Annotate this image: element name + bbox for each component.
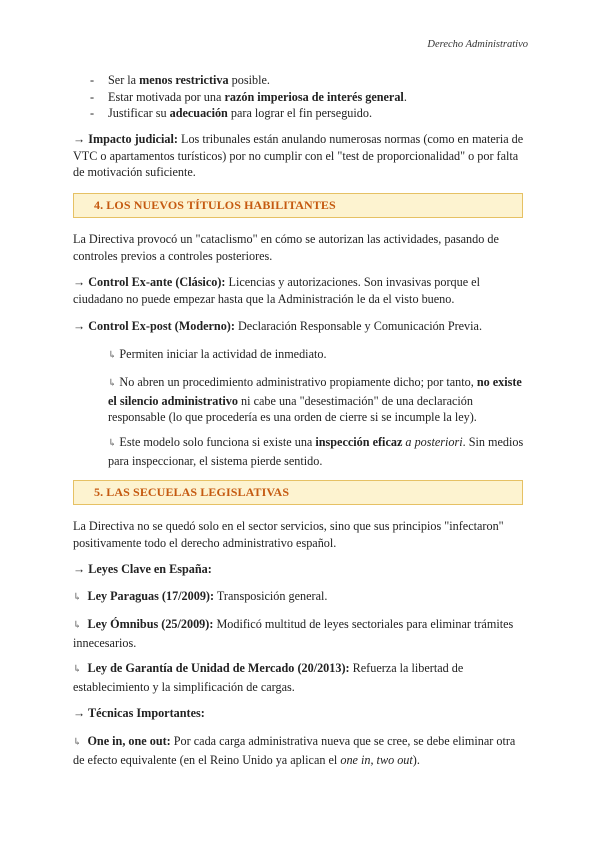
ex-post-point-1: ↳ Permiten iniciar la actividad de inmediato. [108,347,327,361]
sub-arrow-icon: ↳ [108,378,117,389]
tecnicas-heading: → Técnicas Importantes: [73,706,205,720]
control-ex-ante-paragraph: → Control Ex-ante (Clásico): Licencias y autorizaciones. Son invasivas porque el ciudadano no puede empezar hasta que la Administración le da el visto bueno. [73,275,480,306]
ley-paraguas-item: ↳ Ley Paraguas (17/2009): Transposición general. [73,589,328,603]
dash-bullet: - [90,106,95,120]
dash-bullet: - [90,89,95,104]
impacto-judicial-paragraph: → Impacto judicial: Los tribunales están anulando numerosas normas (como en materia de VTC o apartamentos turísticos) por no cumplir con el "test de proporcionalidad" o por falta de motivación suficiente. [73,132,524,179]
list-item: - Ser la menos restrictiva posible. [90,73,270,87]
requirements-list [90,72,530,122]
ex-post-point-2: ↳ No abren un procedimiento administrativo propiamente dicho; por tanto, no existe el silencio administrativo ni cabe una "desestimación" de una declaración responsable (lo que procedería es una orden de cierre si se incumple la ley). [108,375,522,424]
one-in-one-out-item: ↳ One in, one out: Por cada carga administrativa nueva que se cree, se debe eliminar otra de efecto equivalente (en el Reino Unido ya aplican el one in, two out). [73,734,516,767]
sub-arrow-icon: ↳ [73,620,82,631]
ex-post-point-3: ↳ Este modelo solo funciona si existe una inspección eficaz a posteriori. Sin medios para inspeccionar, el sistema pierde sentido. [108,435,524,468]
page-header-title: Derecho Administrativo [427,39,528,50]
sub-arrow-icon: ↳ [73,592,82,603]
list-item: - Estar motivada por una razón imperiosa de interés general. [90,89,407,104]
sub-arrow-icon: ↳ [73,737,82,748]
sub-arrow-icon: ↳ [108,350,117,361]
section-5-heading: 5. LAS SECUELAS LEGISLATIVAS [73,480,523,505]
list-item: - Justificar su adecuación para lograr el fin perseguido. [90,106,373,120]
section-4-intro: La Directiva provocó un "cataclismo" en cómo se autorizan las actividades, pasando de controles previos a controles posteriores. [73,232,499,263]
sub-arrow-icon: ↳ [73,664,82,675]
ley-unidad-mercado-item: ↳ Ley de Garantía de Unidad de Mercado (20/2013): Refuerza la libertad de establecimiento y la simplificación de cargas. [73,661,464,694]
section-4-heading: 4. LOS NUEVOS TÍTULOS HABILITANTES [73,193,523,218]
control-ex-post-paragraph: → Control Ex-post (Moderno): Declaración Responsable y Comunicación Previa. [73,319,482,333]
leyes-clave-heading: → Leyes Clave en España: [73,562,212,576]
dash-bullet: - [90,73,95,87]
section-5-intro: La Directiva no se quedó solo en el sector servicios, sino que sus principios "infectaron" positivamente todo el derecho administrativo español. [73,519,504,550]
sub-arrow-icon: ↳ [108,438,117,449]
ley-omnibus-item: ↳ Ley Ómnibus (25/2009): Modificó multitud de leyes sectoriales para eliminar trámites innecesarios. [73,617,514,650]
